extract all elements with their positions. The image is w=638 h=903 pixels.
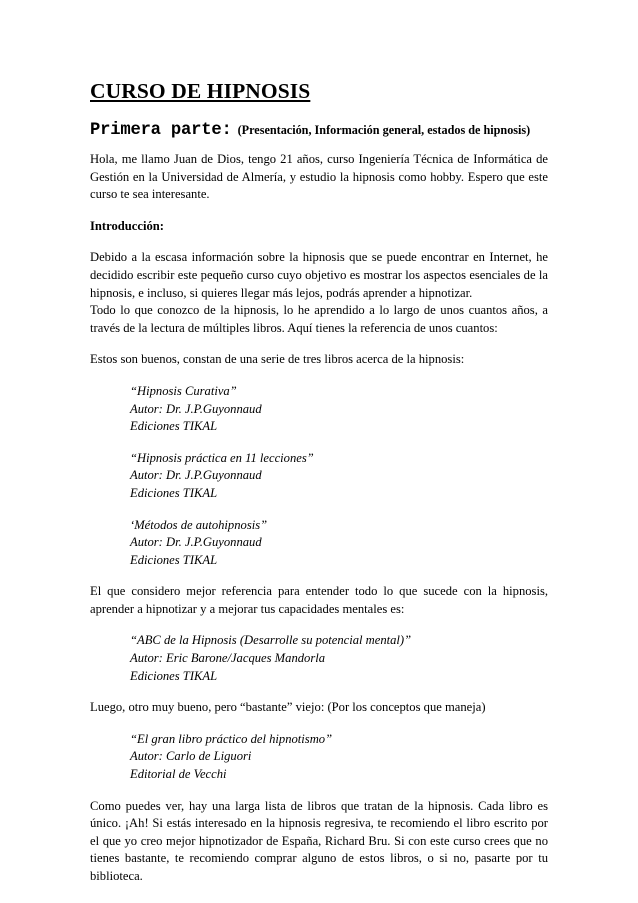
book-reference	[130, 632, 548, 685]
section-part-detail: (Presentación, Información general, estados de hipnosis)	[237, 123, 531, 137]
document-title: CURSO DE HIPNOSIS	[90, 79, 311, 103]
paragraph-best-reference: El que considero mejor referencia para entender todo lo que sucede con la hipnosis, aprender a hipnotizar y a mejorar tus capacidades mentales es:	[90, 584, 548, 616]
book-reference	[130, 731, 548, 784]
paragraph-scarce-info: Debido a la escasa información sobre la hipnosis que se puede encontrar en Internet, he decidido escribir este pequeño curso cuyo objetivo es mostrar los aspectos esenciales de la hipnosis, e incluso, si quieres llegar más lejos, podrás aprender a hipnotizar.	[90, 250, 548, 300]
book-publisher: Ediciones TIKAL	[130, 485, 218, 500]
book-publisher: Ediciones TIKAL	[130, 668, 218, 683]
document-page	[90, 78, 548, 886]
book-title: “ABC de la Hipnosis (Desarrolle su potencial mental)”	[130, 633, 412, 648]
paragraph-learned-from-books: Todo lo que conozco de la hipnosis, lo he aprendido a lo largo de unos cuantos años, a través de la lectura de múltiples libros. Aquí tienes la referencia de unos cuantos:	[90, 303, 548, 335]
book-author: Autor: Dr. J.P.Guyonnaud	[130, 401, 262, 416]
paragraph-closing: Como puedes ver, hay una larga lista de libros que tratan de la hipnosis. Cada libro es único. ¡Ah! Si estás interesado en la hipnosis regresiva, te recomiendo el libro escrito por el que yo creo mejor hipnotizador de España, Richard Bru. Si con este curso crees que no tienes bastante, te recomiendo comprar alguno de estos libros, o si no, pasarte por tu biblioteca.	[90, 798, 548, 883]
book-reference	[130, 517, 548, 570]
book-title: “El gran libro práctico del hipnotismo”	[130, 731, 333, 746]
paragraph-old-book: Luego, otro muy bueno, pero “bastante” viejo: (Por los conceptos que maneja)	[90, 700, 486, 715]
paragraph-series-intro: Estos son buenos, constan de una serie de tres libros acerca de la hipnosis:	[90, 352, 465, 367]
book-title: ‘Métodos de autohipnosis”	[130, 517, 268, 532]
book-publisher: Ediciones TIKAL	[130, 419, 218, 434]
intro-paragraph: Hola, me llamo Juan de Dios, tengo 21 años, curso Ingeniería Técnica de Informática de Gestión en la Universidad de Almería, y estudio la hipnosis como hobby. Espero que este curso te sea interesante.	[90, 152, 548, 202]
book-reference	[130, 450, 548, 503]
book-author: Autor: Dr. J.P.Guyonnaud	[130, 535, 262, 550]
book-publisher: Editorial de Vecchi	[130, 767, 227, 782]
book-author: Autor: Carlo de Liguori	[130, 749, 252, 764]
book-title: “Hipnosis práctica en 11 lecciones”	[130, 450, 314, 465]
book-author: Autor: Eric Barone/Jacques Mandorla	[130, 651, 326, 666]
section-part-label: Primera parte:	[90, 121, 232, 140]
section-subtitle	[90, 119, 548, 142]
book-author: Autor: Dr. J.P.Guyonnaud	[130, 468, 262, 483]
introduction-heading: Introducción:	[90, 218, 164, 233]
book-title: “Hipnosis Curativa”	[130, 383, 237, 398]
book-publisher: Ediciones TIKAL	[130, 552, 218, 567]
book-reference	[130, 383, 548, 436]
